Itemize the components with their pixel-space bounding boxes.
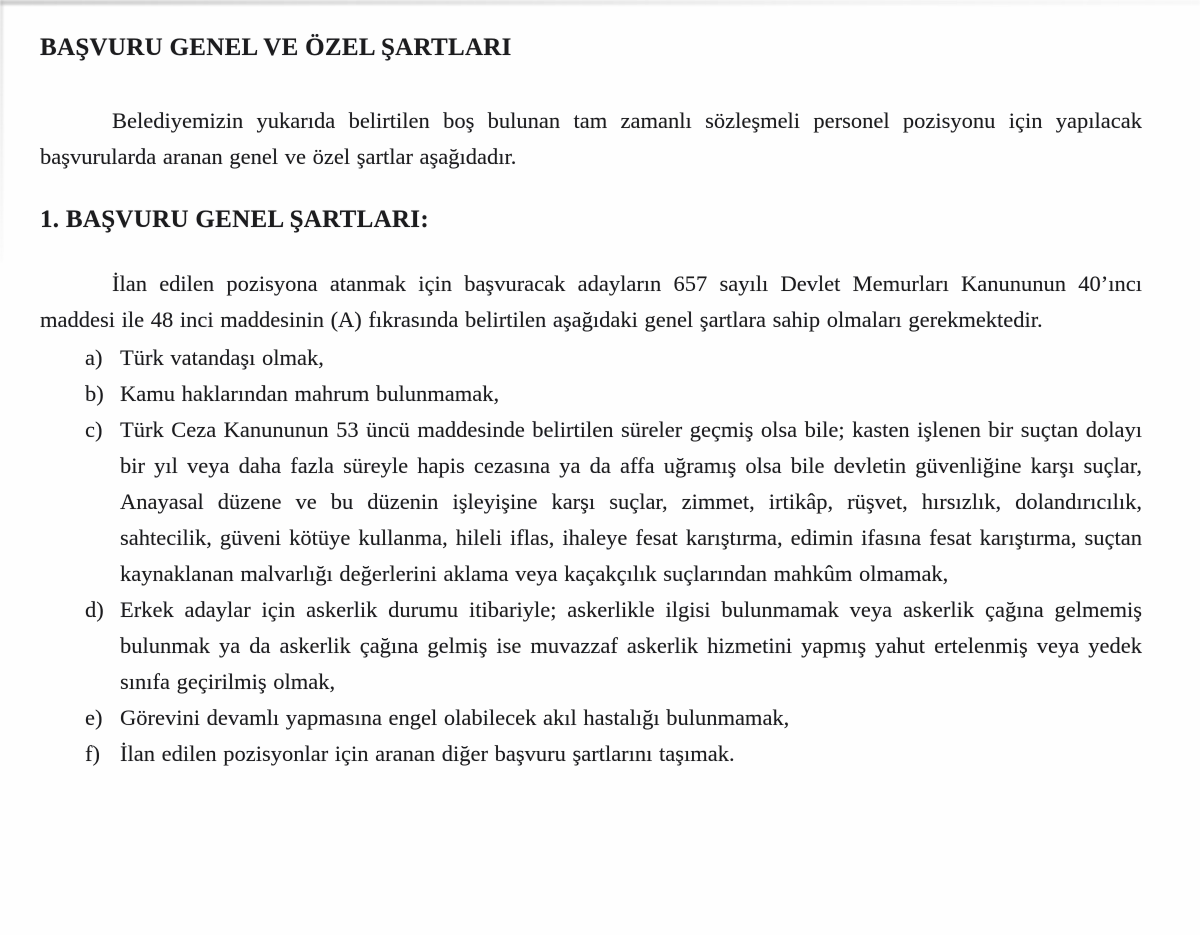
list-item-c (85, 412, 1142, 592)
list-item-b (85, 376, 1142, 412)
section-paragraph: İlan edilen pozisyona atanmak için başvuracak adayların 657 sayılı Devlet Memurları Kanununun 40’ıncı maddesi ile 48 inci maddesinin (A) fıkrasında belirtilen aşağıdaki genel şartlara sahip olmaları gerekmektedir. (40, 271, 1142, 332)
list-item-marker: b) (85, 381, 104, 406)
list-item-marker: e) (85, 705, 103, 730)
list-item-e (85, 700, 1142, 736)
list-item-text: Kamu haklarından mahrum bulunmamak, (120, 381, 500, 406)
list-item-d (85, 592, 1142, 700)
list-item-text: Erkek adaylar için askerlik durumu itibariyle; askerlikle ilgisi bulunmamak veya askerlik çağına gelmemiş bulunmak ya da askerlik çağına gelmiş ise muvazzaf askerlik hizmetini yapmış yahut ertelenmiş veya yedek sınıfa geçirilmiş olmak, (120, 597, 1142, 694)
list-item-text: Görevini devamlı yapmasına engel olabilecek akıl hastalığı bulunmamak, (120, 705, 790, 730)
list-item-text: Türk vatandaşı olmak, (120, 345, 324, 370)
list-item-text: İlan edilen pozisyonlar için aranan diğer başvuru şartlarını taşımak. (120, 741, 735, 766)
list-item-f (85, 736, 1142, 772)
document-title: BAŞVURU GENEL VE ÖZEL ŞARTLARI (40, 34, 512, 61)
list-item-a (85, 340, 1142, 376)
list-item-marker: d) (85, 597, 104, 622)
intro-paragraph: Belediyemizin yukarıda belirtilen boş bulunan tam zamanlı sözleşmeli personel pozisyonu için yapılacak başvurularda aranan genel ve özel şartlar aşağıdadır. (40, 108, 1142, 169)
list-item-marker: f) (85, 741, 100, 766)
section-heading-general-conditions: 1. BAŞVURU GENEL ŞARTLARI: (40, 206, 429, 233)
list-item-text: Türk Ceza Kanununun 53 üncü maddesinde belirtilen süreler geçmiş olsa bile; kasten işlenen bir suçtan dolayı bir yıl veya daha fazla süreyle hapis cezasına ya da affa uğramış olsa bile devletin güvenliğine karşı suçlar, Anayasal düzene ve bu düzenin işleyişine karşı suçlar, zimmet, irtikâp, rüşvet, hırsızlık, dolandırıcılık, sahtecilik, güveni kötüye kullanma, hileli iflas, ihaleye fesat karıştırma, edimin ifasına fesat karıştırma, suçtan kaynaklanan malvarlığı değerlerini aklama veya kaçakçılık suçlarından mahkûm olmamak, (120, 417, 1142, 586)
list-item-marker: a) (85, 345, 103, 370)
requirements-list (40, 340, 1142, 772)
list-item-marker: c) (85, 417, 103, 442)
